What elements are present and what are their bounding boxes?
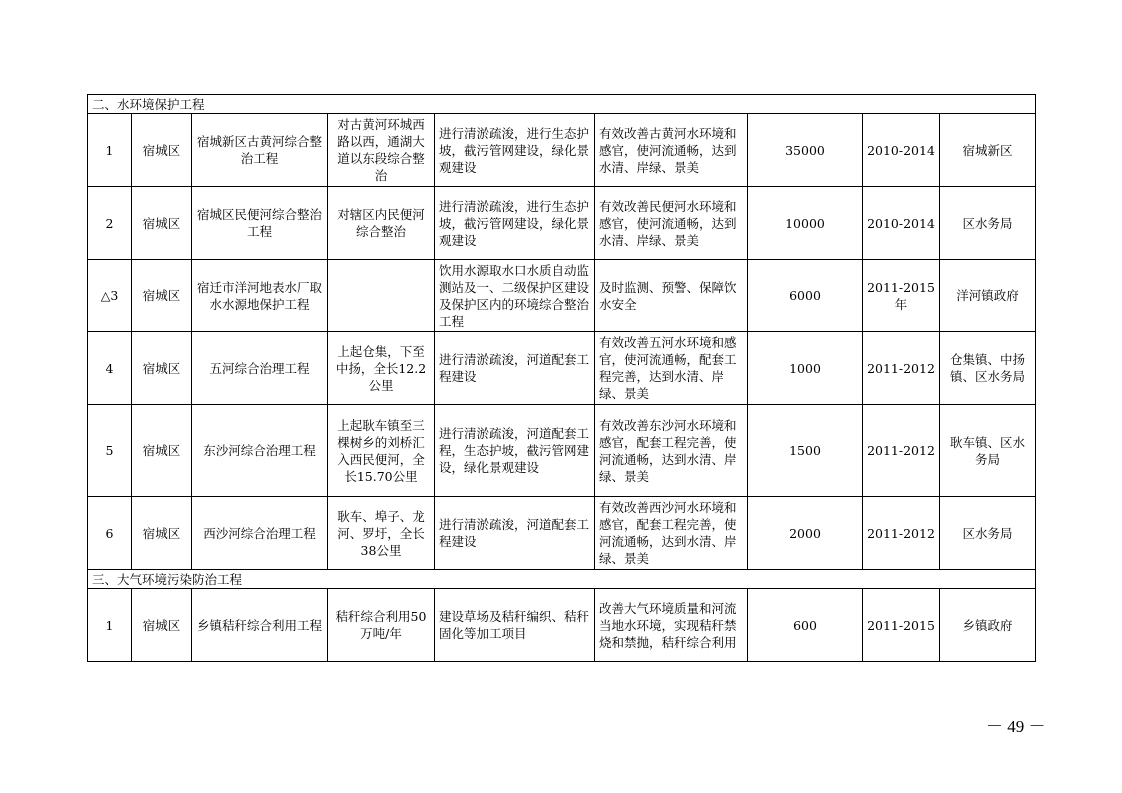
row-number: 5 — [88, 405, 132, 497]
section-header-row — [88, 570, 1036, 589]
scope-cell: 对辖区内民便河综合整治 — [328, 187, 435, 260]
content-cell: 进行清淤疏浚，河道配套工程建设 — [435, 497, 595, 570]
project-name-cell: 宿城区民便河综合整治工程 — [192, 187, 328, 260]
investment-cell: 1500 — [748, 405, 863, 497]
row-number: 1 — [88, 114, 132, 187]
district-cell: 宿城区 — [132, 497, 192, 570]
section-header-row — [88, 95, 1036, 114]
section-title: 二、水环境保护工程 — [88, 95, 1036, 114]
period-cell: 2010-2014 — [863, 114, 940, 187]
content-cell: 进行清淤疏浚，进行生态护坡，截污管网建设，绿化景观建设 — [435, 187, 595, 260]
target-cell: 有效改善民便河水环境和感官，使河流通畅，达到水清、岸绿、景美 — [595, 187, 748, 260]
project-name-cell: 宿城新区古黄河综合整治工程 — [192, 114, 328, 187]
content-cell: 建设草场及秸秆编织、秸秆固化等加工项目 — [435, 589, 595, 662]
table-row — [88, 187, 1036, 260]
project-name-cell: 乡镇秸秆综合利用工程 — [192, 589, 328, 662]
responsible-unit-cell: 耿车镇、区水务局 — [940, 405, 1036, 497]
project-table — [87, 94, 1036, 662]
target-cell: 有效改善东沙河水环境和感官，配套工程完善，使河流通畅，达到水清、岸绿、景美 — [595, 405, 748, 497]
row-number: △3 — [88, 260, 132, 332]
period-cell: 2011-2012 — [863, 405, 940, 497]
row-number: 6 — [88, 497, 132, 570]
project-name-cell: 宿迁市洋河地表水厂取水水源地保护工程 — [192, 260, 328, 332]
target-cell: 有效改善古黄河水环境和感官，使河流通畅，达到水清、岸绿、景美 — [595, 114, 748, 187]
scope-cell: 对古黄河环城西路以西，通湖大道以东段综合整治 — [328, 114, 435, 187]
period-cell: 2011-2015年 — [863, 260, 940, 332]
responsible-unit-cell: 仓集镇、中扬镇、区水务局 — [940, 332, 1036, 405]
scope-cell: 上起仓集，下至中扬，全长12.2公里 — [328, 332, 435, 405]
responsible-unit-cell: 区水务局 — [940, 187, 1036, 260]
investment-cell: 35000 — [748, 114, 863, 187]
table-row — [88, 589, 1036, 662]
target-cell: 及时监测、预警、保障饮水安全 — [595, 260, 748, 332]
district-cell: 宿城区 — [132, 260, 192, 332]
table-row — [88, 260, 1036, 332]
content-cell: 进行清淤疏浚，进行生态护坡，截污管网建设，绿化景观建设 — [435, 114, 595, 187]
responsible-unit-cell: 洋河镇政府 — [940, 260, 1036, 332]
row-number: 2 — [88, 187, 132, 260]
target-cell: 有效改善西沙河水环境和感官，配套工程完善，使河流通畅，达到水清、岸绿、景美 — [595, 497, 748, 570]
responsible-unit-cell: 宿城新区 — [940, 114, 1036, 187]
project-name-cell: 西沙河综合治理工程 — [192, 497, 328, 570]
scope-cell: 秸秆综合利用50万吨/年 — [328, 589, 435, 662]
content-cell: 进行清淤疏浚，河道配套工程建设 — [435, 332, 595, 405]
table-row — [88, 332, 1036, 405]
district-cell: 宿城区 — [132, 589, 192, 662]
target-cell: 有效改善五河水环境和感官，使河流通畅，配套工程完善，达到水清、岸绿、景美 — [595, 332, 748, 405]
investment-cell: 600 — [748, 589, 863, 662]
project-name-cell: 东沙河综合治理工程 — [192, 405, 328, 497]
section-title: 三、大气环境污染防治工程 — [88, 570, 1036, 589]
period-cell: 2010-2014 — [863, 187, 940, 260]
district-cell: 宿城区 — [132, 187, 192, 260]
responsible-unit-cell: 区水务局 — [940, 497, 1036, 570]
period-cell: 2011-2012 — [863, 332, 940, 405]
scope-cell: 上起耿车镇至三棵树乡的刘桥汇入西民便河，全长15.70公里 — [328, 405, 435, 497]
period-cell: 2011-2015 — [863, 589, 940, 662]
project-name-cell: 五河综合治理工程 — [192, 332, 328, 405]
row-number: 4 — [88, 332, 132, 405]
table-body — [88, 95, 1036, 662]
table-row — [88, 405, 1036, 497]
investment-cell: 10000 — [748, 187, 863, 260]
investment-cell: 6000 — [748, 260, 863, 332]
district-cell: 宿城区 — [132, 332, 192, 405]
investment-cell: 1000 — [748, 332, 863, 405]
period-cell: 2011-2012 — [863, 497, 940, 570]
scope-cell — [328, 260, 435, 332]
row-number: 1 — [88, 589, 132, 662]
district-cell: 宿城区 — [132, 405, 192, 497]
page-number: － 49 － — [986, 717, 1046, 736]
district-cell: 宿城区 — [132, 114, 192, 187]
content-cell: 饮用水源取水口水质自动监测站及一、二级保护区建设及保护区内的环境综合整治工程 — [435, 260, 595, 332]
target-cell: 改善大气环境质量和河流当地水环境，实现秸秆禁烧和禁抛，秸秆综合利用 — [595, 589, 748, 662]
content-cell: 进行清淤疏浚，河道配套工程，生态护坡，截污管网建设，绿化景观建设 — [435, 405, 595, 497]
scope-cell: 耿车、埠子、龙河、罗圩，全长38公里 — [328, 497, 435, 570]
responsible-unit-cell: 乡镇政府 — [940, 589, 1036, 662]
table-row — [88, 114, 1036, 187]
table-row — [88, 497, 1036, 570]
investment-cell: 2000 — [748, 497, 863, 570]
